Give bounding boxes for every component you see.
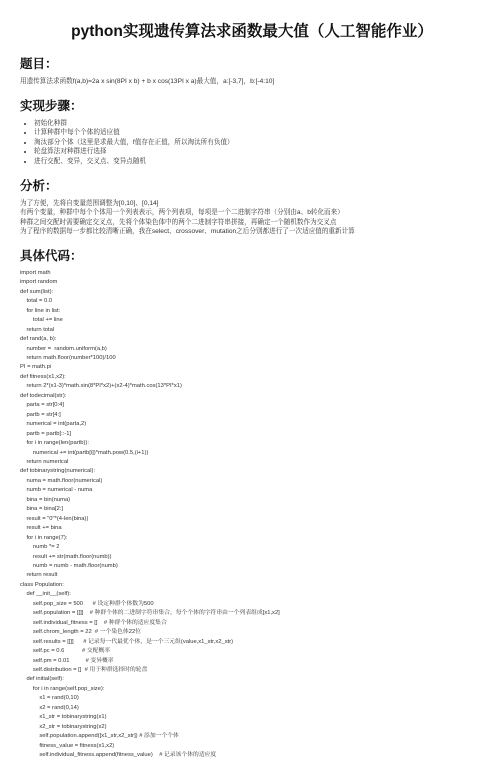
code-line: self.pc = 0.6 # 交配概率 — [20, 648, 111, 655]
code-line: for i in range(len(partb)): — [20, 440, 89, 447]
code-line: x1 = rand(0,10) — [20, 695, 79, 702]
code-line: bina = bina[2:] — [20, 506, 64, 513]
code-line: numb = numb - math.floor(numb) — [20, 562, 118, 569]
code-line: partb = str[4:] — [20, 411, 61, 418]
document-title: python实现遗传算法求函数最大值（人工智能作业） — [71, 23, 433, 40]
code-line: total += line — [20, 317, 63, 324]
code-line: for line in list: — [20, 307, 61, 314]
code-line: def fitness(x1,x2): — [20, 373, 66, 380]
list-item: • 初始化种群 — [34, 119, 484, 129]
analysis-line: 为了方便，先将自变量范围调整为[0,10]、[0,14] — [20, 199, 159, 207]
code-line: self.pm = 0.01 # 变异概率 — [20, 657, 114, 664]
code-line: self.chrom_length = 22 # 一个染色体22位 — [20, 629, 141, 636]
code-line: x1_str = tobinarystring(x1) — [20, 714, 107, 721]
steps-heading: 实现步骤： — [20, 98, 83, 113]
code-line: numa = math.floor(numerical) — [20, 477, 103, 484]
code-line: total = 0.0 — [20, 298, 53, 305]
code-line: x2 = rand(0,14) — [20, 704, 79, 711]
code-line: for i in range(self.pop_size): — [20, 685, 105, 692]
code-block — [20, 269, 484, 761]
code-line: bina = bin(numa) — [20, 496, 71, 503]
code-line: self.population.append([x1_str,x2_str]) # 添加一个个体 — [20, 733, 179, 740]
list-item: • 计算种群中每个个体的适应值 — [34, 128, 484, 138]
code-line: import random — [20, 279, 58, 286]
code-line: fitness_value = fitness(x1,x2) — [20, 742, 115, 749]
code-line: def rand(a, b): — [20, 336, 57, 343]
code-line: parta = str[0:4] — [20, 402, 64, 409]
code-line: def sum(list): — [20, 288, 54, 295]
analysis-heading: 分析： — [20, 178, 58, 193]
code-line: result += bina — [20, 525, 62, 532]
code-section — [20, 248, 484, 761]
analysis-line: 有两个变量，种群中每个个体用一个列表表示，两个列表项，每项是一个二进制字符串（分别由a、b转化而来） — [20, 209, 344, 217]
code-line: def todecimal(str): — [20, 392, 67, 399]
code-line: numerical = int(parta,2) — [20, 421, 87, 428]
code-line: x2_str = tobinarystring(x2) — [20, 723, 107, 730]
code-line: self.individual_fitness.append(fitness_value) # 记录该个体的适应度 — [20, 752, 217, 759]
list-item: • 轮盘算法对种群进行选择 — [34, 147, 484, 157]
analysis-line: 种群之间交配时需要确定交叉点，先将个体染色体中的两个二进制字符串拼接，再确定一个随机数作为交叉点 — [20, 218, 337, 226]
code-heading: 具体代码： — [20, 248, 83, 263]
code-line: return 2*(x1-3)*math.sin(8*PI*x2)+(x2-4)*math.cos(13*PI*x1) — [20, 383, 182, 390]
code-line: return math.floor(number*100)/100 — [20, 355, 116, 362]
code-line: class Population: — [20, 581, 64, 588]
steps-list — [20, 119, 484, 167]
list-item: • 淘汰部分个体（这里是求最大值，f值存在正值，所以淘汰所有负值） — [34, 138, 484, 148]
problem-heading: 题目： — [20, 57, 58, 71]
code-line: result = "0"*(4-len(bina)) — [20, 515, 89, 522]
code-line: self.pop_size = 500 # 设定种群个体数为500 — [20, 600, 154, 607]
steps-section — [20, 98, 484, 167]
code-line: import math — [20, 269, 51, 276]
list-item: • 进行交配、变异，交叉点、变异点随机 — [34, 157, 484, 167]
analysis-section — [20, 178, 484, 237]
code-line: numerical += int(partb[i])*math.pow(0.5,(i+1)) — [20, 449, 149, 456]
code-line: number = random.uniform(a,b) — [20, 345, 107, 352]
code-line: numb *= 2 — [20, 544, 60, 551]
code-line: def __init__(self): — [20, 591, 71, 598]
code-line: return total — [20, 326, 55, 333]
problem-text: 用遗传算法求函数f(a,b)=2a x sin(8PI x b) + b x cos(13PI x a)最大值，a:[-3,7]，b:[-4:10] — [20, 78, 275, 85]
analysis-line: 为了程序的数据每一步都比较清晰正确，我在select、crossover、mutation之后分别都进行了一次适应值的重新计算 — [20, 228, 355, 236]
document-page — [0, 22, 504, 759]
code-line: self.distribution = [] # 用于种群选择时的轮盘 — [20, 666, 148, 673]
code-line: return numerical — [20, 459, 69, 465]
code-line: PI = math.pi — [20, 364, 52, 371]
code-line: return result — [20, 572, 58, 579]
code-line: for i in range(7): — [20, 534, 68, 541]
code-line: numb = numerical - numa — [20, 487, 93, 494]
code-line: def initial(self): — [20, 676, 64, 683]
code-line: result += str(math.floor(numb)) — [20, 553, 112, 560]
code-line: def tobinarystring(numerical): — [20, 468, 96, 475]
code-line: partb = partb[::-1] — [20, 430, 72, 437]
code-line: self.population = [[]] # 种群个体的二进制字符串集合，每个个体的字符串由一个列表组成[x1,x2] — [20, 610, 280, 617]
code-line: self.individual_fitness = [] # 种群个体的适应度集合 — [20, 619, 167, 626]
code-line: self.results = [[]] # 记录每一代最优个体，是一个三元组(value,x1_str,x2_str) — [20, 638, 234, 645]
problem-section — [20, 56, 484, 87]
